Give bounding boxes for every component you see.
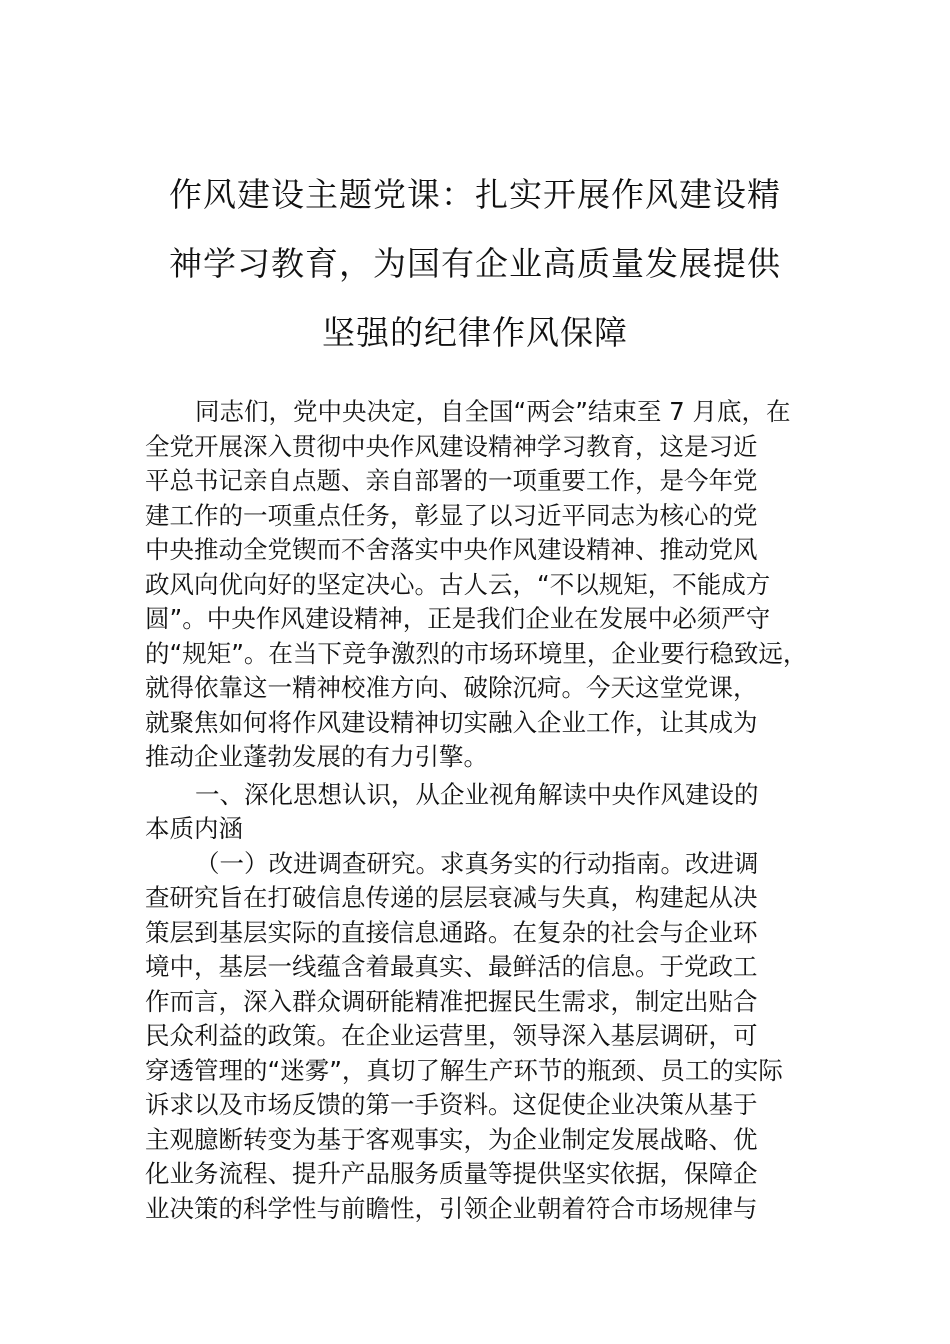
paragraph-line: 查研究旨在打破信息传递的层层衰减与失真，构建起从决 bbox=[145, 883, 758, 912]
paragraph-line: 策层到基层实际的直接信息通路。在复杂的社会与企业环 bbox=[145, 917, 758, 947]
document-body bbox=[145, 395, 835, 1226]
document-title bbox=[0, 160, 950, 367]
paragraph-line: 的“规矩”。在当下竞争激烈的市场环境里，企业要行稳致远， bbox=[145, 638, 808, 668]
paragraph-line: 就聚焦如何将作风建设精神切实融入企业工作，让其成为 bbox=[145, 707, 758, 737]
paragraph-line: 诉求以及市场反馈的第一手资料。这促使企业决策从基于 bbox=[145, 1090, 758, 1119]
paragraph-line: 主观臆断转变为基于客观事实，为企业制定发展战略、优 bbox=[145, 1124, 758, 1154]
paragraph-line: 穿透管理的“迷雾”，真切了解生产环节的瓶颈、员工的实际 bbox=[145, 1055, 783, 1085]
paragraph-line: 业决策的科学性与前瞻性，引领企业朝着符合市场规律与 bbox=[145, 1193, 758, 1223]
title-line: 神学习教育，为国有企业高质量发展提供 bbox=[169, 244, 781, 283]
paragraph-line: 境中，基层一线蕴含着最真实、最鲜活的信息。于党政工 bbox=[145, 952, 758, 981]
title-line: 作风建设主题党课：扎实开展作风建设精 bbox=[169, 175, 781, 214]
paragraph-line: 推动企业蓬勃发展的有力引擎。 bbox=[145, 742, 488, 771]
paragraph-line: 圆”。中央作风建设精神，正是我们企业在发展中必须严守 bbox=[145, 604, 771, 633]
paragraph-line: 民众利益的政策。在企业运营里，领导深入基层调研，可 bbox=[145, 1021, 758, 1050]
paragraph-line: 建工作的一项重点任务，彰显了以习近平同志为核心的党 bbox=[145, 500, 758, 530]
paragraph-line: 平总书记亲自点题、亲自部署的一项重要工作，是今年党 bbox=[145, 466, 758, 495]
paragraph-line: 就得依靠这一精神校准方向、破除沉疴。今天这堂党课， bbox=[145, 673, 758, 702]
title-line: 坚强的纪律作风保障 bbox=[322, 313, 628, 352]
paragraph-line: 全党开展深入贯彻中央作风建设精神学习教育，这是习近 bbox=[145, 431, 758, 461]
section-heading-line: 本质内涵 bbox=[145, 814, 243, 843]
paragraph-line: 化业务流程、提升产品服务质量等提供坚实依据，保障企 bbox=[145, 1159, 758, 1188]
paragraph-line: 中央推动全党锲而不舍落实中央作风建设精神、推动党风 bbox=[145, 535, 758, 564]
section-heading-line: 一、深化思想认识，从企业视角解读中央作风建设的 bbox=[195, 779, 759, 809]
paragraph-line: 同志们，党中央决定，自全国“两会”结束至 7 月底，在 bbox=[195, 397, 791, 426]
paragraph-line: 作而言，深入群众调研能精准把握民生需求，制定出贴合 bbox=[145, 986, 758, 1016]
paragraph-line: （一）改进调查研究。求真务实的行动指南。改进调 bbox=[195, 848, 759, 878]
paragraph-line: 政风向优向好的坚定决心。古人云，“不以规矩，不能成方 bbox=[145, 569, 771, 599]
